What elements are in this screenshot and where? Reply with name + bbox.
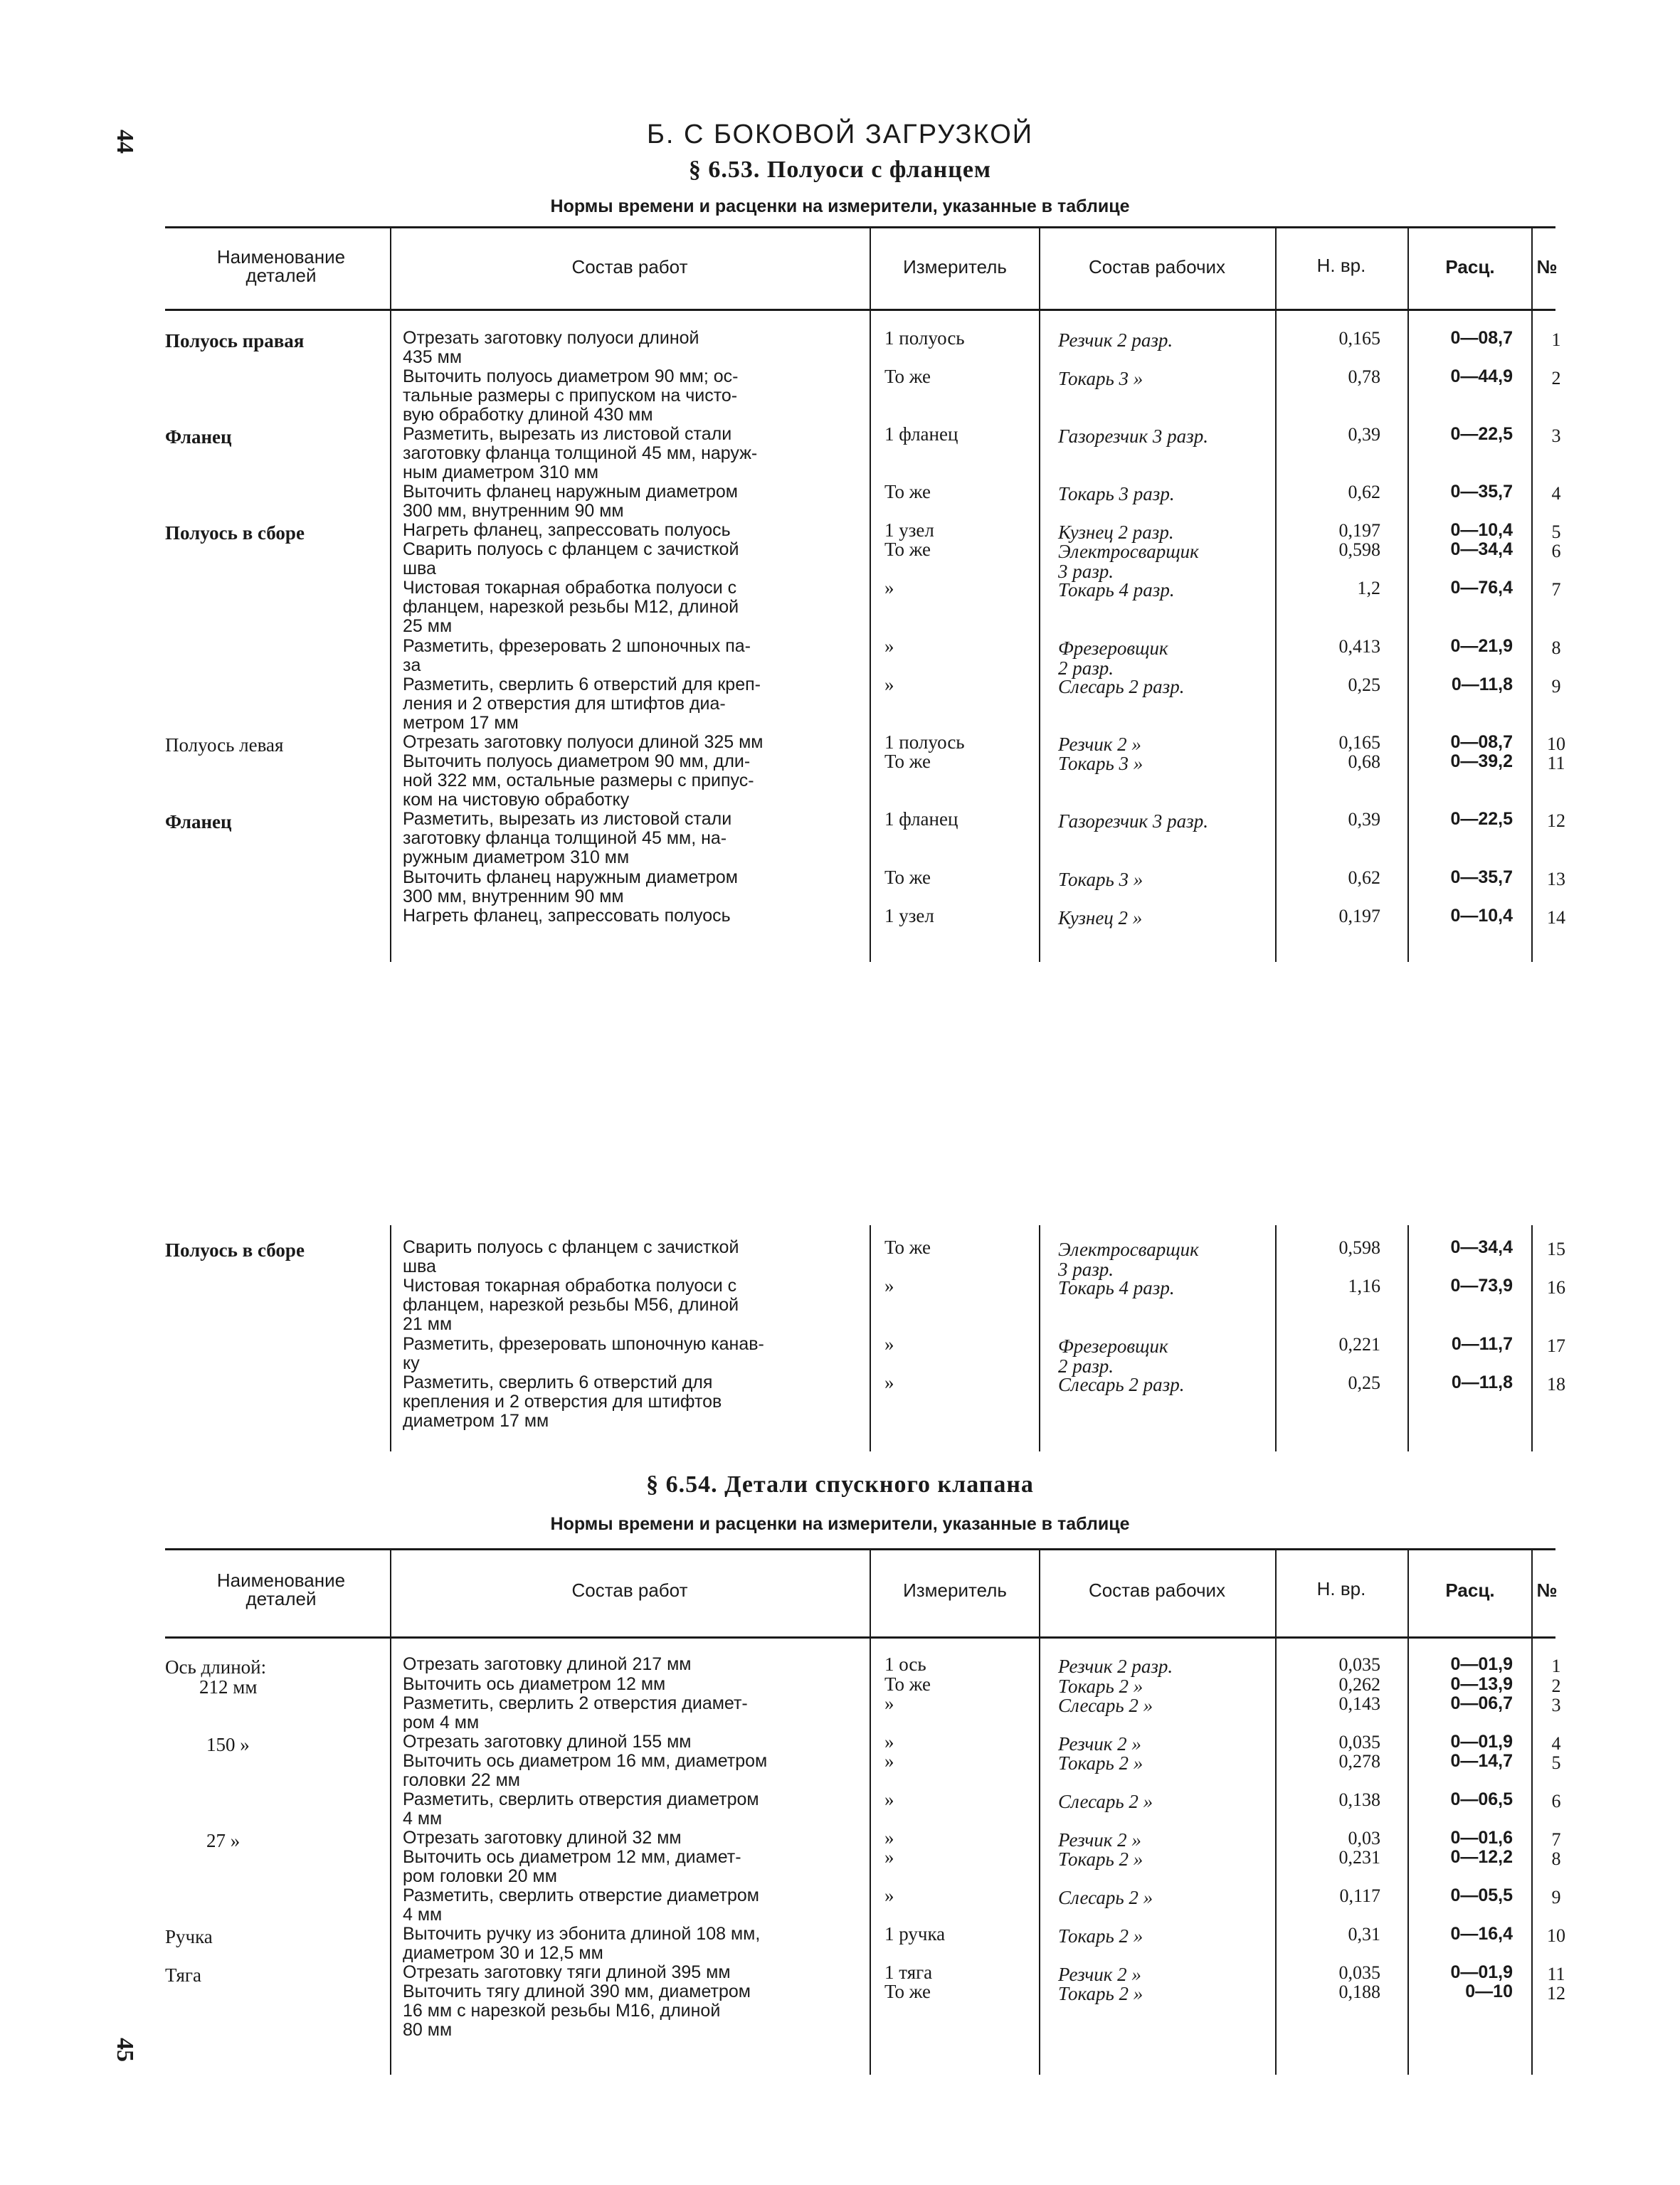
t653-row-no: 4	[1551, 483, 1561, 504]
t653c-row-workers: Токарь 4 разр.	[1058, 1277, 1175, 1298]
t654-row-work: Отрезать заготовку тяги длиной 395 мм	[403, 1962, 731, 1982]
t653-row-work: Разметить, вырезать из листовой стали заготовку фланца толщиной 45 мм, наруж- ным диаметром 310 мм	[403, 424, 758, 482]
t654-header-name: Наименование деталей	[216, 1570, 346, 1609]
t654-column-divider	[1275, 1550, 1277, 2075]
t653-row-rate: 0—08,7	[1450, 328, 1513, 348]
section-653-title: § 6.53. Полуоси с фланцем	[688, 157, 992, 183]
t654-row-workers: Резчик 2 »	[1058, 1964, 1141, 1985]
t653-row-work: Отрезать заготовку полуоси длиной 325 мм	[403, 732, 764, 752]
t654-row-rate: 0—06,5	[1450, 1789, 1513, 1809]
t653-row-norm: 0,25	[1348, 674, 1380, 695]
t653-row-norm: 0,197	[1338, 906, 1380, 926]
t654-row-work: Разметить, сверлить 2 отверстия диамет- ром 4 мм	[403, 1693, 748, 1732]
t653c-row-norm: 1,16	[1348, 1276, 1380, 1296]
part-title: Б. С БОКОВОЙ ЗАГРУЗКОЙ	[646, 120, 1034, 149]
t654-row-rate: 0—01,9	[1450, 1732, 1513, 1752]
t653-header-workers: Состав рабочих	[1088, 256, 1226, 277]
t653-top-rule	[165, 226, 1555, 228]
t654-header-rule	[165, 1636, 1555, 1639]
t654-row-norm: 0,035	[1338, 1654, 1380, 1675]
t653-row-workers: Электросварщик 3 разр.	[1058, 541, 1199, 582]
t653-row-rate: 0—10,4	[1450, 906, 1513, 926]
t653-row-measure: 1 узел	[884, 905, 934, 926]
t653-row-no: 11	[1547, 753, 1565, 773]
t653-row-measure: 1 фланец	[884, 808, 958, 830]
t654-row-workers: Резчик 2 »	[1058, 1829, 1141, 1851]
t654-row-work: Выточить ручку из эбонита длиной 108 мм, диаметром 30 и 12,5 мм	[403, 1924, 761, 1963]
t654-row-norm: 0,262	[1338, 1674, 1380, 1695]
t654-row-measure: 1 ось	[884, 1654, 926, 1675]
t653-row-norm: 0,165	[1338, 732, 1380, 753]
t654-header-rate: Расц.	[1445, 1580, 1495, 1601]
t653-row-norm: 0,39	[1348, 809, 1380, 830]
t653-row-norm: 0,62	[1348, 867, 1380, 888]
t653c-row-norm: 0,25	[1348, 1372, 1380, 1393]
t653c-row-work: Разметить, сверлить 6 отверстий для крепления и 2 отверстия для штифтов диаметром 17 мм	[403, 1372, 722, 1431]
t654-column-divider	[1407, 1550, 1409, 2075]
t653c-row-norm: 0,598	[1338, 1237, 1380, 1258]
t654-row-no: 11	[1547, 1964, 1565, 1984]
t653-row-measure: 1 полуось	[884, 731, 965, 753]
t654-row-norm: 0,231	[1338, 1847, 1380, 1868]
t653-row-work: Выточить полуось диаметром 90 мм; ос- тальные размеры с припуском на чисто- вую обработку длиной 430 мм	[403, 366, 739, 425]
t654-row-rate: 0—06,7	[1450, 1693, 1513, 1713]
t653c-row-no: 16	[1547, 1277, 1565, 1298]
t654-row-work: Разметить, сверлить отверстия диаметром 4 мм	[403, 1789, 759, 1829]
t654-row-no: 4	[1551, 1733, 1561, 1754]
t653-header-measure: Измеритель	[903, 256, 1007, 277]
t653-column-divider	[870, 228, 871, 962]
t654-row-workers: Токарь 2 »	[1058, 1676, 1143, 1697]
t653c-row-no: 18	[1547, 1374, 1565, 1395]
t653c-column-divider	[1039, 1225, 1040, 1451]
t653-row-measure: »	[884, 674, 894, 695]
t653-row-norm: 0,78	[1348, 366, 1380, 387]
t654-row-workers: Токарь 2 »	[1058, 1983, 1143, 2004]
t654-top-rule	[165, 1548, 1555, 1550]
t653-row-norm: 0,39	[1348, 424, 1380, 445]
t653-header-work: Состав работ	[571, 256, 688, 277]
section-654-note: Нормы времени и расценки на измерители, указанные в таблице	[550, 1514, 1130, 1534]
t653-header-norm: Н. вр.	[1316, 255, 1366, 276]
t653-column-divider	[1275, 228, 1277, 962]
t653-row-workers: Кузнец 2 »	[1058, 907, 1143, 929]
t654-row-work: Выточить ось диаметром 12 мм	[403, 1674, 666, 1694]
t653-row-workers: Слесарь 2 разр.	[1058, 676, 1185, 697]
t653-row-rate: 0—76,4	[1450, 578, 1513, 598]
t653c-row-work: Разметить, фрезеровать шпоночную канав- ку	[403, 1334, 764, 1373]
t653-row-norm: 1,2	[1357, 578, 1380, 598]
t653-header-name: Наименование деталей	[216, 246, 346, 286]
t653-row-measure: То же	[884, 751, 931, 772]
t654-row-rate: 0—10	[1465, 1982, 1513, 2001]
t654-row-name: Ручка	[165, 1926, 213, 1947]
t653c-row-rate: 0—11,8	[1451, 1372, 1513, 1392]
t653-row-name: Фланец	[165, 811, 232, 832]
t653-row-workers: Кузнец 2 разр.	[1058, 522, 1174, 543]
t653c-column-divider	[1407, 1225, 1409, 1451]
t653-row-measure: 1 узел	[884, 519, 934, 541]
t654-header-norm: Н. вр.	[1316, 1578, 1366, 1599]
t653-row-workers: Токарь 3 »	[1058, 753, 1143, 774]
t654-row-norm: 0,035	[1338, 1962, 1380, 1983]
t654-column-divider	[870, 1550, 871, 2075]
t653-row-workers: Токарь 3 »	[1058, 368, 1143, 389]
t653-row-work: Разметить, сверлить 6 отверстий для креп- ления и 2 отверстия для штифтов диа- метром 17 мм	[403, 674, 761, 733]
t653-row-measure: 1 фланец	[884, 423, 958, 445]
t653-row-no: 12	[1547, 810, 1565, 831]
t653-row-name: Фланец	[165, 426, 232, 448]
t654-row-norm: 0,188	[1338, 1982, 1380, 2002]
t653c-column-divider	[1531, 1225, 1533, 1451]
t654-header-no: №	[1536, 1580, 1558, 1601]
t653-row-name: Полуось левая	[165, 734, 284, 756]
t653-row-no: 7	[1551, 579, 1561, 600]
t653-row-workers: Фрезеровщик 2 разр.	[1058, 637, 1168, 679]
t654-row-no: 1	[1551, 1656, 1561, 1676]
t654-row-no: 7	[1551, 1829, 1561, 1850]
t654-row-work: Отрезать заготовку длиной 155 мм	[403, 1732, 692, 1752]
t653c-column-divider	[1275, 1225, 1277, 1451]
t653-row-no: 8	[1551, 637, 1561, 658]
t653-column-divider	[1531, 228, 1533, 962]
t653-column-divider	[1039, 228, 1040, 962]
t653-row-norm: 0,197	[1338, 520, 1380, 541]
t654-row-workers: Слесарь 2 »	[1058, 1887, 1153, 1908]
t653-row-rate: 0—34,4	[1450, 539, 1513, 559]
t653-row-no: 2	[1551, 368, 1561, 388]
t653-row-workers: Резчик 2 разр.	[1058, 329, 1173, 351]
t653-row-rate: 0—08,7	[1450, 732, 1513, 752]
t653-row-work: Сварить полуось с фланцем с зачисткой шва	[403, 539, 739, 578]
t653-row-measure: »	[884, 577, 894, 598]
t654-row-measure: »	[884, 1693, 894, 1714]
t654-header-measure: Измеритель	[903, 1580, 1007, 1601]
t653-row-rate: 0—10,4	[1450, 520, 1513, 540]
t653-row-measure: То же	[884, 539, 931, 560]
t654-row-name: 150 »	[206, 1734, 250, 1755]
t654-row-work: Отрезать заготовку длиной 217 мм	[403, 1654, 692, 1674]
t653-row-no: 3	[1551, 425, 1561, 446]
t654-row-name: 27 »	[206, 1830, 241, 1851]
t653-row-measure: То же	[884, 867, 931, 888]
t653c-column-divider	[390, 1225, 391, 1451]
t653-row-work: Нагреть фланец, запрессовать полуось	[403, 520, 731, 540]
t653c-row-work: Сварить полуось с фланцем с зачисткой шва	[403, 1237, 739, 1276]
t654-row-norm: 0,117	[1339, 1885, 1380, 1906]
t654-header-workers: Состав рабочих	[1088, 1580, 1226, 1601]
t653c-row-measure: »	[884, 1333, 894, 1355]
t653-row-no: 10	[1547, 734, 1565, 754]
t653-row-rate: 0—11,8	[1451, 674, 1513, 694]
t654-row-rate: 0—01,6	[1450, 1828, 1513, 1848]
page-number-bottom: 45	[112, 2038, 138, 2062]
t653-column-divider	[1407, 228, 1409, 962]
t653c-row-rate: 0—73,9	[1450, 1276, 1513, 1296]
t653c-row-measure: »	[884, 1275, 894, 1296]
t653-row-measure: То же	[884, 366, 931, 387]
t653c-column-divider	[870, 1225, 871, 1451]
t654-column-divider	[1039, 1550, 1040, 2075]
t653-header-rule	[165, 309, 1555, 311]
t654-row-no: 12	[1547, 1983, 1565, 2004]
t653-row-work: Разметить, фрезеровать 2 шпоночных па- за	[403, 636, 751, 675]
t653-row-work: Нагреть фланец, запрессовать полуось	[403, 906, 731, 926]
t654-row-name: Ось длиной:	[165, 1656, 267, 1678]
t654-header-work: Состав работ	[571, 1580, 688, 1601]
t654-row-norm: 0,278	[1338, 1751, 1380, 1772]
t653-row-measure: То же	[884, 481, 931, 502]
t653c-row-name: Полуось в сборе	[165, 1239, 305, 1261]
t653c-row-rate: 0—34,4	[1450, 1237, 1513, 1257]
t653-row-workers: Токарь 3 »	[1058, 869, 1143, 890]
t654-row-workers: Токарь 2 »	[1058, 1848, 1143, 1870]
t653-row-no: 9	[1551, 676, 1561, 697]
t654-column-divider	[390, 1550, 391, 2075]
t654-row-work: Выточить ось диаметром 16 мм, диаметром головки 22 мм	[403, 1751, 768, 1790]
t654-row-no: 8	[1551, 1848, 1561, 1869]
t653-row-workers: Газорезчик 3 разр.	[1058, 425, 1208, 447]
t653-row-work: Выточить фланец наружным диаметром 300 мм, внутренним 90 мм	[403, 482, 738, 521]
t654-row-workers: Токарь 2 »	[1058, 1925, 1143, 1947]
t653-row-rate: 0—44,9	[1450, 366, 1513, 386]
t654-row-no: 6	[1551, 1791, 1561, 1811]
t653-row-measure: 1 полуось	[884, 327, 965, 349]
t654-row-no: 5	[1551, 1752, 1561, 1773]
t654-row-measure: »	[884, 1750, 894, 1772]
t654-row-work: Разметить, сверлить отверстие диаметром 4 мм	[403, 1885, 759, 1925]
t654-row-rate: 0—12,2	[1450, 1847, 1513, 1867]
section-654-title: § 6.54. Детали спускного клапана	[646, 1471, 1034, 1498]
t654-row-measure: 1 ручка	[884, 1923, 946, 1945]
t654-row-workers: Токарь 2 »	[1058, 1752, 1143, 1774]
t654-row-workers: Резчик 2 »	[1058, 1733, 1141, 1755]
t653c-row-norm: 0,221	[1338, 1334, 1380, 1355]
t654-row-measure: »	[884, 1789, 894, 1810]
t654-row-rate: 0—01,9	[1450, 1962, 1513, 1982]
t654-row-norm: 0,143	[1338, 1693, 1380, 1714]
t653-row-norm: 0,68	[1348, 751, 1380, 772]
t654-row-norm: 0,138	[1338, 1789, 1380, 1810]
t653c-row-measure: »	[884, 1372, 894, 1393]
t653-row-work: Выточить полуось диаметром 90 мм, дли- ной 322 мм, остальные размеры с припус- ком на чистовую обработку	[403, 751, 754, 810]
t653-row-norm: 0,165	[1338, 328, 1380, 349]
t654-row-measure: »	[884, 1885, 894, 1906]
t653-header-no: №	[1536, 256, 1558, 277]
t654-row-no: 10	[1547, 1925, 1565, 1946]
t653-row-norm: 0,62	[1348, 482, 1380, 502]
t653-row-rate: 0—22,5	[1450, 809, 1513, 829]
section-653-note: Нормы времени и расценки на измерители, указанные в таблице	[550, 196, 1130, 216]
t653-row-norm: 0,598	[1338, 539, 1380, 560]
t653c-row-no: 15	[1547, 1239, 1565, 1259]
t653-row-no: 5	[1551, 522, 1561, 542]
t653c-row-workers: Электросварщик 3 разр.	[1058, 1239, 1199, 1280]
t653-row-rate: 0—22,5	[1450, 424, 1513, 444]
t653-column-divider	[390, 228, 391, 962]
t654-row-rate: 0—01,9	[1450, 1654, 1513, 1674]
t653-row-rate: 0—39,2	[1450, 751, 1513, 771]
t653-row-workers: Токарь 3 разр.	[1058, 483, 1175, 504]
t653-row-rate: 0—21,9	[1450, 636, 1513, 656]
t653-row-workers: Газорезчик 3 разр.	[1058, 810, 1208, 832]
t654-row-measure: »	[884, 1846, 894, 1868]
t653-row-workers: Резчик 2 »	[1058, 734, 1141, 755]
t654-row-measure: 1 тяга	[884, 1962, 933, 1983]
t653-row-no: 14	[1547, 907, 1565, 928]
t653-row-name: Полуось правая	[165, 330, 305, 351]
t653-row-measure: »	[884, 635, 894, 657]
t654-row-norm: 0,035	[1338, 1732, 1380, 1752]
t654-row-rate: 0—16,4	[1450, 1924, 1513, 1944]
t654-row-norm: 0,31	[1348, 1924, 1380, 1945]
t654-row-measure: То же	[884, 1673, 931, 1695]
t653-row-norm: 0,413	[1338, 636, 1380, 657]
t654-row-name: Тяга	[165, 1964, 201, 1986]
t653c-row-measure: То же	[884, 1237, 931, 1258]
t654-row-rate: 0—14,7	[1450, 1751, 1513, 1771]
t653-row-no: 1	[1551, 329, 1561, 350]
page-number-top: 44	[112, 129, 138, 154]
t654-row-workers: Слесарь 2 »	[1058, 1695, 1153, 1716]
t654-row-workers: Резчик 2 разр.	[1058, 1656, 1173, 1677]
t653-row-rate: 0—35,7	[1450, 482, 1513, 502]
t654-row-measure: »	[884, 1827, 894, 1848]
t654-column-divider	[1531, 1550, 1533, 2075]
t654-row-work: Отрезать заготовку длиной 32 мм	[403, 1828, 682, 1848]
t653c-row-rate: 0—11,7	[1451, 1334, 1513, 1354]
t653-row-no: 6	[1551, 541, 1561, 561]
t653-row-work: Чистовая токарная обработка полуоси с фланцем, нарезкой резьбы М12, длиной 25 мм	[403, 578, 739, 636]
t653c-row-workers: Слесарь 2 разр.	[1058, 1374, 1185, 1395]
t653-row-rate: 0—35,7	[1450, 867, 1513, 887]
t653-header-rate: Расц.	[1445, 256, 1495, 277]
t654-row-work: Выточить тягу длиной 390 мм, диаметром 16 мм с нарезкой резьбы М16, длиной 80 мм	[403, 1982, 751, 2040]
t654-row-measure: То же	[884, 1981, 931, 2002]
t654-row-no: 3	[1551, 1695, 1561, 1715]
t654-row-no: 2	[1551, 1676, 1561, 1696]
t653c-row-work: Чистовая токарная обработка полуоси с фланцем, нарезкой резьбы М56, длиной 21 мм	[403, 1276, 739, 1334]
t654-row-measure: »	[884, 1731, 894, 1752]
t653-row-work: Выточить фланец наружным диаметром 300 мм, внутренним 90 мм	[403, 867, 738, 906]
t654-row-rate: 0—05,5	[1450, 1885, 1513, 1905]
t653-row-name: Полуось в сборе	[165, 522, 305, 544]
t653c-row-no: 17	[1547, 1335, 1565, 1356]
t653-row-no: 13	[1547, 869, 1565, 889]
t654-row-name: 212 мм	[199, 1676, 258, 1698]
t654-row-work: Выточить ось диаметром 12 мм, диамет- ром головки 20 мм	[403, 1847, 741, 1886]
t654-row-norm: 0,03	[1348, 1828, 1380, 1848]
t653c-row-workers: Фрезеровщик 2 разр.	[1058, 1335, 1168, 1377]
t653-row-work: Разметить, вырезать из листовой стали заготовку фланца толщиной 45 мм, на- ружным диаметром 310 мм	[403, 809, 732, 867]
t654-row-rate: 0—13,9	[1450, 1674, 1513, 1694]
t654-row-no: 9	[1551, 1887, 1561, 1908]
t653-row-work: Отрезать заготовку полуоси длиной 435 мм	[403, 328, 699, 367]
t653-row-workers: Токарь 4 разр.	[1058, 579, 1175, 601]
t654-row-workers: Слесарь 2 »	[1058, 1791, 1153, 1812]
